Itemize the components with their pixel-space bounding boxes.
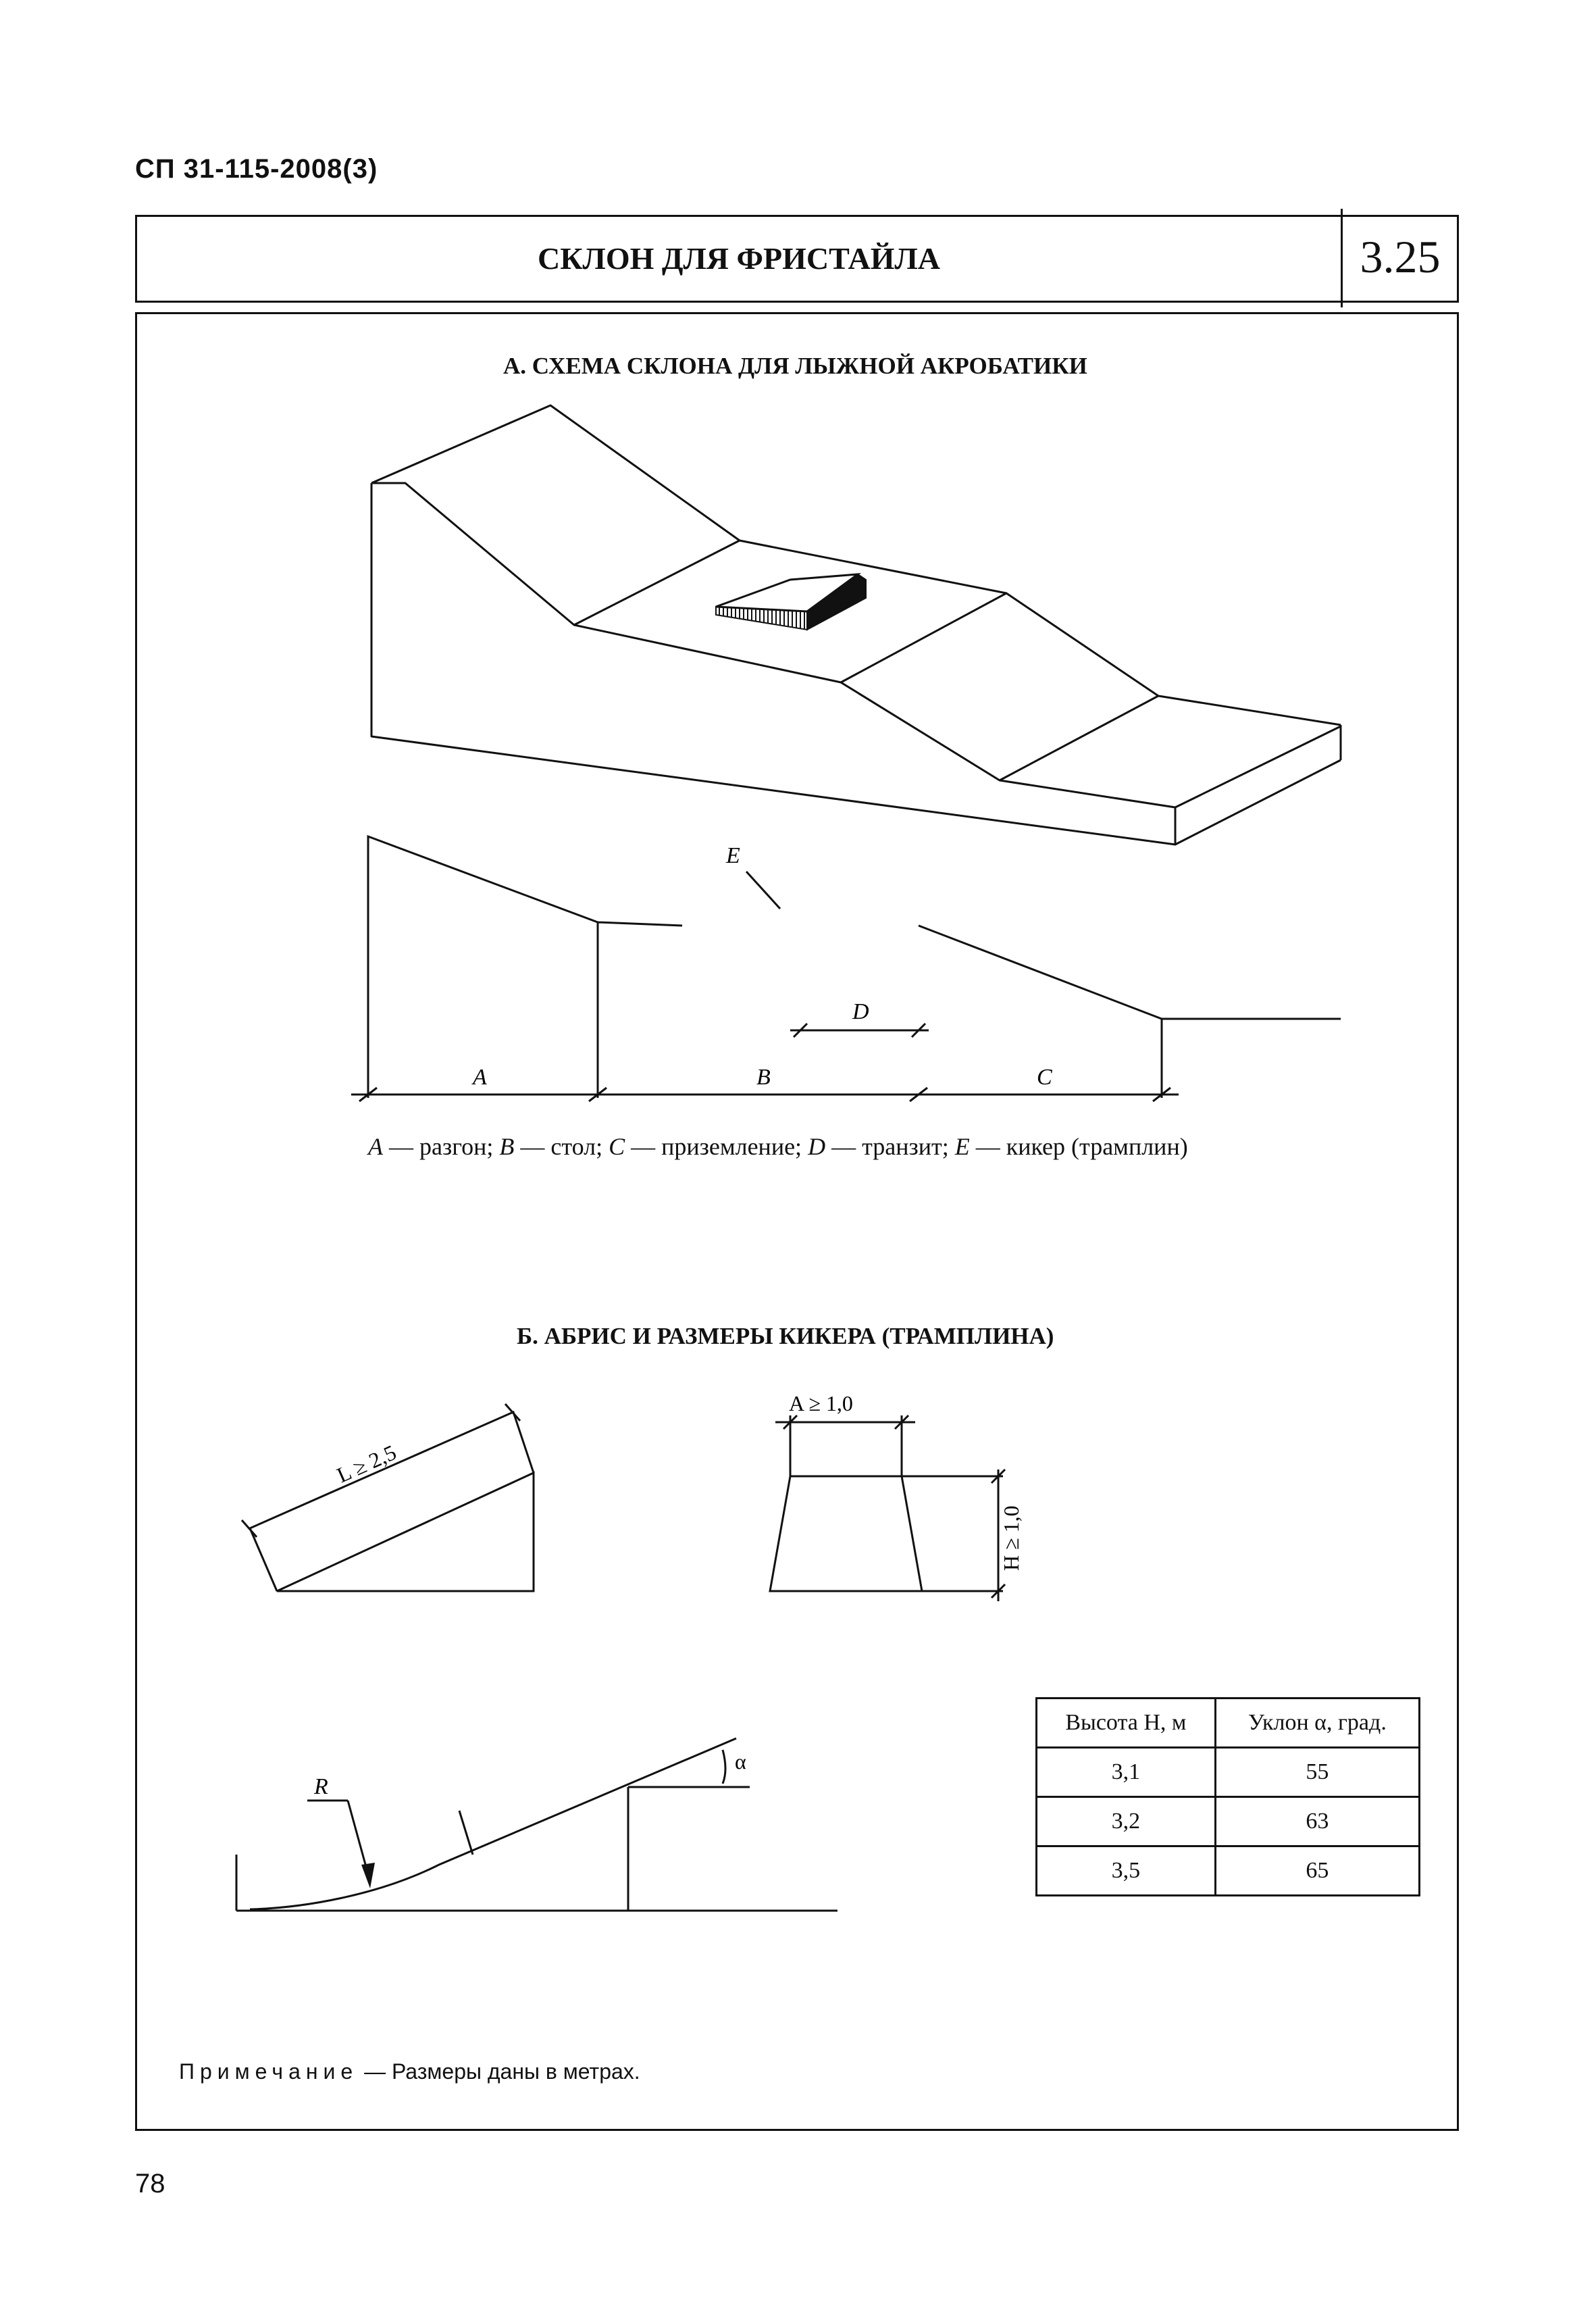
- legend-letter: A: [368, 1133, 383, 1160]
- legend-letter: E: [954, 1133, 970, 1160]
- doc-code: СП 31-115-2008(3): [135, 154, 378, 184]
- legend-letter: D: [808, 1133, 826, 1160]
- legend-text: — стол;: [514, 1133, 609, 1160]
- page-number: 78: [135, 2169, 165, 2198]
- table-cell: 3,5: [1037, 1846, 1216, 1896]
- legend: [368, 1132, 1188, 1161]
- legend-text: — транзит;: [825, 1133, 955, 1160]
- label-c: C: [1037, 1065, 1052, 1090]
- table-header: Высота H, м: [1037, 1699, 1216, 1748]
- table-header-row: [1037, 1699, 1420, 1748]
- note: [179, 2059, 640, 2084]
- kicker-front-drawing: [770, 1415, 1005, 1601]
- table-cell: 65: [1215, 1846, 1419, 1896]
- label-r: R: [314, 1774, 328, 1799]
- radius-arrow-icon: [361, 1863, 375, 1888]
- table-header: Уклон α, град.: [1215, 1699, 1419, 1748]
- legend-text: — разгон;: [383, 1133, 500, 1160]
- section-a-title: А. СХЕМА СКЛОНА ДЛЯ ЛЫЖНОЙ АКРОБАТИКИ: [503, 353, 1087, 379]
- legend-text: — кикер (трамплин): [969, 1133, 1188, 1160]
- page-title: СКЛОН ДЛЯ ФРИСТАЙЛА: [537, 241, 941, 276]
- table-cell: 63: [1215, 1797, 1419, 1846]
- table-row: [1037, 1846, 1420, 1896]
- label-d: D: [852, 999, 869, 1024]
- isometric-slope-drawing: [371, 405, 1341, 845]
- table-row: [1037, 1748, 1420, 1797]
- label-e: E: [726, 843, 740, 868]
- kicker-radius-drawing: [236, 1738, 838, 1911]
- kicker-side-drawing: [242, 1404, 534, 1591]
- sheet-number: 3.25: [1360, 231, 1441, 282]
- slope-profile-drawing: [351, 836, 1341, 1098]
- note-text: — Размеры даны в метрах.: [358, 2059, 640, 2084]
- table-cell: 3,1: [1037, 1748, 1216, 1797]
- dim-length-label: L ≥ 2,5: [333, 1440, 400, 1488]
- dim-width-label: A ≥ 1,0: [789, 1391, 853, 1415]
- legend-letter: C: [609, 1133, 625, 1160]
- note-label: Примечание: [179, 2059, 359, 2084]
- dim-height-label: H ≥ 1,0: [999, 1505, 1023, 1571]
- kicker-3d-icon: [716, 574, 866, 630]
- table-cell: 55: [1215, 1748, 1419, 1797]
- label-b: B: [756, 1065, 771, 1090]
- section-b-title: Б. АБРИС И РАЗМЕРЫ КИКЕРА (ТРАМПЛИНА): [517, 1323, 1054, 1349]
- kicker-table: [1035, 1697, 1420, 1896]
- table-row: [1037, 1797, 1420, 1846]
- legend-letter: B: [499, 1133, 515, 1160]
- table-cell: 3,2: [1037, 1797, 1216, 1846]
- legend-text: — приземление;: [625, 1133, 808, 1160]
- label-a: A: [473, 1065, 487, 1090]
- label-alpha: α: [735, 1749, 746, 1774]
